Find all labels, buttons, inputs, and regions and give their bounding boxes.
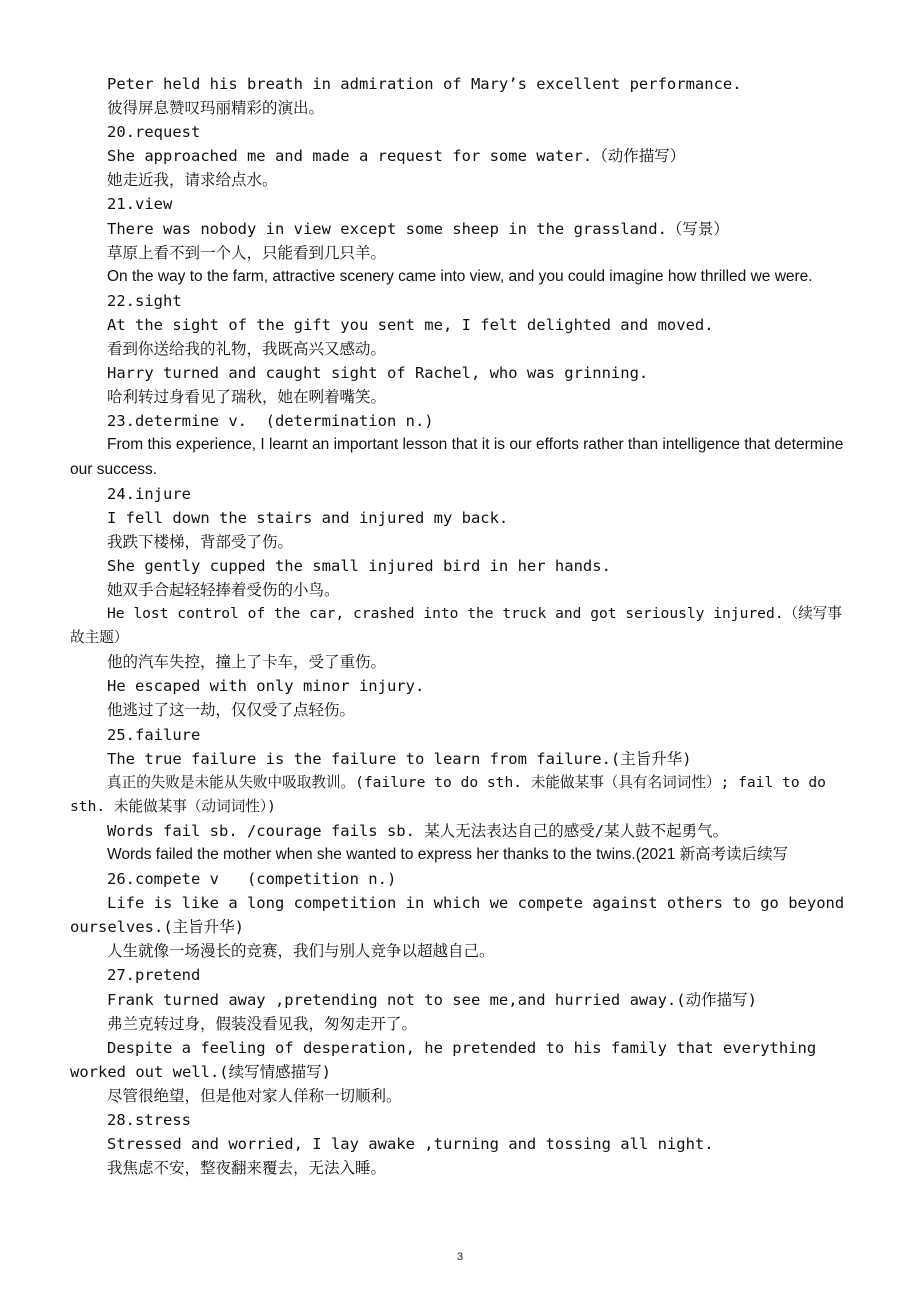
text-line: Words failed the mother when she wanted to express her thanks to the twins.(2021 新高考读后续写: [107, 846, 789, 863]
text-line: He lost control of the car, crashed into the truck and got seriously injured.（续写事故主题）: [70, 605, 842, 647]
entry-heading: 22.sight: [107, 291, 182, 310]
text-line: I fell down the stairs and injured my back.: [107, 508, 509, 527]
text-line: He escaped with only minor injury.: [107, 677, 425, 696]
text-line: 弗兰克转过身，假装没看见我，匆匆走开了。: [107, 1014, 418, 1033]
text-line: 彼得屏息赞叹玛丽精彩的演出。: [107, 99, 325, 118]
text-line: Frank turned away ,pretending not to see me,and hurried away.(动作描写): [107, 990, 757, 1009]
text-line: 哈利转过身看见了瑞秋，她在咧着嘴笑。: [107, 388, 387, 407]
text-line: Peter held his breath in admiration of Mary’s excellent performance.: [107, 75, 742, 93]
text-line: 他的汽车失控，撞上了卡车，受了重伤。: [107, 653, 387, 672]
entry-heading: 24.injure: [107, 484, 191, 503]
text-line: 看到你送给我的礼物，我既高兴又感动。: [107, 340, 387, 359]
page-content: [70, 72, 852, 1180]
text-line: On the way to the farm, attractive scenery came into view, and you could imagine how thrilled we were.: [107, 267, 813, 285]
entry-heading: 26.compete v (competition n.): [107, 870, 397, 889]
text-line: From this experience, I learnt an important lesson that it is our efforts rather than intelligence that determine our success.: [70, 436, 844, 478]
entry-heading: 27.pretend: [107, 966, 201, 985]
text-line: 我跌下楼梯，背部受了伤。: [107, 532, 294, 551]
entry-heading: 28.stress: [107, 1111, 191, 1130]
entry-heading: 20.request: [107, 123, 201, 142]
text-line: Despite a feeling of desperation, he pretended to his family that everything worked out well.(续写情感描写): [70, 1038, 817, 1081]
text-line: 她走近我，请求给点水。: [107, 171, 278, 190]
entry-heading: 25.failure: [107, 725, 201, 744]
text-line: 草原上看不到一个人，只能看到几只羊。: [107, 243, 387, 262]
entry-heading: 21.view: [107, 195, 173, 214]
text-line: Life is like a long competition in which we compete against others to go beyond ourselves.(主旨升华): [70, 894, 845, 937]
text-line: At the sight of the gift you sent me, I felt delighted and moved.: [107, 315, 714, 334]
text-line: 她双手合起轻轻捧着受伤的小鸟。: [107, 580, 340, 599]
page-number: 3: [456, 1251, 464, 1263]
text-line: 他逃过了这一劫，仅仅受了点轻伤。: [107, 701, 356, 720]
text-line: She approached me and made a request for some water.（动作描写）: [107, 147, 686, 166]
text-line: The true failure is the failure to learn from failure.(主旨升华): [107, 749, 692, 768]
text-line: Harry turned and caught sight of Rachel, who was grinning.: [107, 364, 649, 383]
text-line: 尽管很绝望，但是他对家人佯称一切顺利。: [107, 1086, 402, 1105]
text-line: There was nobody in view except some sheep in the grassland.（写景）: [107, 219, 729, 238]
text-line: She gently cupped the small injured bird in her hands.: [107, 556, 611, 575]
entry-heading: 23.determine v. (determination n.): [107, 412, 434, 431]
text-line: Words fail sb. /courage fails sb. 某人无法表达自己的感受/某人鼓不起勇气。: [107, 821, 729, 840]
text-line: 真正的失败是未能从失败中吸取教训。(failure to do sth. 未能做某事（具有名词词性）; fail to do sth. 未能做某事（动词词性）): [70, 773, 826, 815]
text-line: 人生就像一场漫长的竞赛，我们与别人竞争以超越自己。: [107, 942, 495, 961]
text-line: Stressed and worried, I lay awake ,turning and tossing all night.: [107, 1135, 714, 1154]
text-line: 我焦虑不安，整夜翻来覆去，无法入睡。: [107, 1159, 387, 1178]
